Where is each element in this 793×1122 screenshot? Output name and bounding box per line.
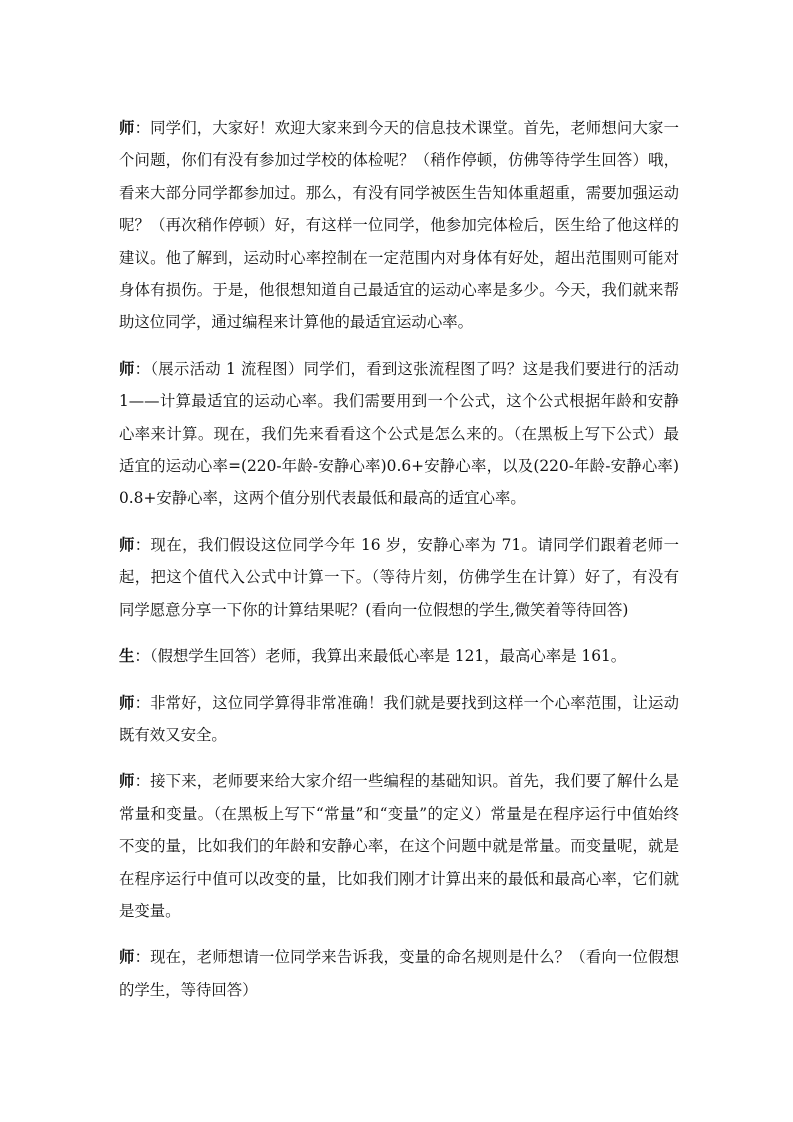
speaker-label: 师 bbox=[119, 535, 135, 554]
paragraph-text: ：同学们，大家好！欢迎大家来到今天的信息技术课堂。首先，老师想问大家一个问题，你们有没有参加过学校的体检呢？（稍作停顿，仿佛等待学生回答）哦，看来大部分同学都参加过。那么，有没有同学被医生告知体重超重，需要加强运动呢？（再次稍作停顿）好，有这样一位同学，他参加完体检后，医生给了他这样的建议。他了解到，运动时心率控制在一定范围内对身体有好处，超出范围则可能对身体有损伤。于是，他很想知道自己最适宜的运动心率是多少。今天，我们就来帮助这位同学，通过编程来计算他的最适宜运动心率。 bbox=[119, 119, 679, 332]
dialogue-paragraph-5 bbox=[119, 687, 679, 752]
paragraph-text: ：（展示活动 1 流程图）同学们，看到这张流程图了吗？这是我们要进行的活动 1——计算最适宜的运动心率。我们需要用到一个公式，这个公式根据年龄和安静心率来计算。现在，我们先来看看这个公式是怎么来的。（在黑板上写下公式）最适宜的运动心率=(220-年龄-安静心率)0.6+安静心率，以及(220-年龄-安静心率)0.8+安静心率，这两个值分别代表最低和最高的适宜心率。 bbox=[119, 359, 679, 508]
speaker-label: 师 bbox=[119, 693, 135, 712]
dialogue-paragraph-6 bbox=[119, 765, 679, 927]
dialogue-paragraph-2 bbox=[119, 353, 679, 515]
paragraph-text: ：（假想学生回答）老师，我算出来最低心率是 121，最高心率是 161。 bbox=[134, 647, 627, 666]
dialogue-paragraph-3 bbox=[119, 529, 679, 626]
paragraph-text: ：现在，我们假设这位同学今年 16 岁，安静心率为 71。请同学们跟着老师一起，把这个值代入公式中计算一下。（等待片刻，仿佛学生在计算）好了，有没有同学愿意分享一下你的计算结果呢？(看向一位假想的学生,微笑着等待回答) bbox=[119, 535, 679, 619]
dialogue-paragraph-7 bbox=[119, 941, 679, 1006]
speaker-label: 生 bbox=[119, 647, 135, 666]
dialogue-paragraph-4 bbox=[119, 640, 679, 672]
speaker-label: 师 bbox=[119, 359, 135, 378]
speaker-label: 师 bbox=[119, 948, 135, 967]
speaker-label: 师 bbox=[119, 119, 135, 137]
paragraph-text: ：非常好，这位同学算得非常准确！我们就是要找到这样一个心率范围，让运动既有效又安全。 bbox=[119, 693, 679, 744]
dialogue-paragraph-1 bbox=[119, 112, 679, 339]
paragraph-text: ：现在，老师想请一位同学来告诉我，变量的命名规则是什么？（看向一位假想的学生，等待回答） bbox=[119, 948, 679, 999]
speaker-label: 师 bbox=[119, 772, 135, 791]
document-page bbox=[119, 112, 679, 1020]
paragraph-text: ：接下来，老师要来给大家介绍一些编程的基础知识。首先，我们要了解什么是常量和变量。（在黑板上写下“常量”和“变量”的定义）常量是在程序运行中值始终不变的量，比如我们的年龄和安静心率，在这个问题中就是常量。而变量呢，就是在程序运行中值可以改变的量，比如我们刚才计算出来的最低和最高心率，它们就是变量。 bbox=[119, 772, 679, 920]
